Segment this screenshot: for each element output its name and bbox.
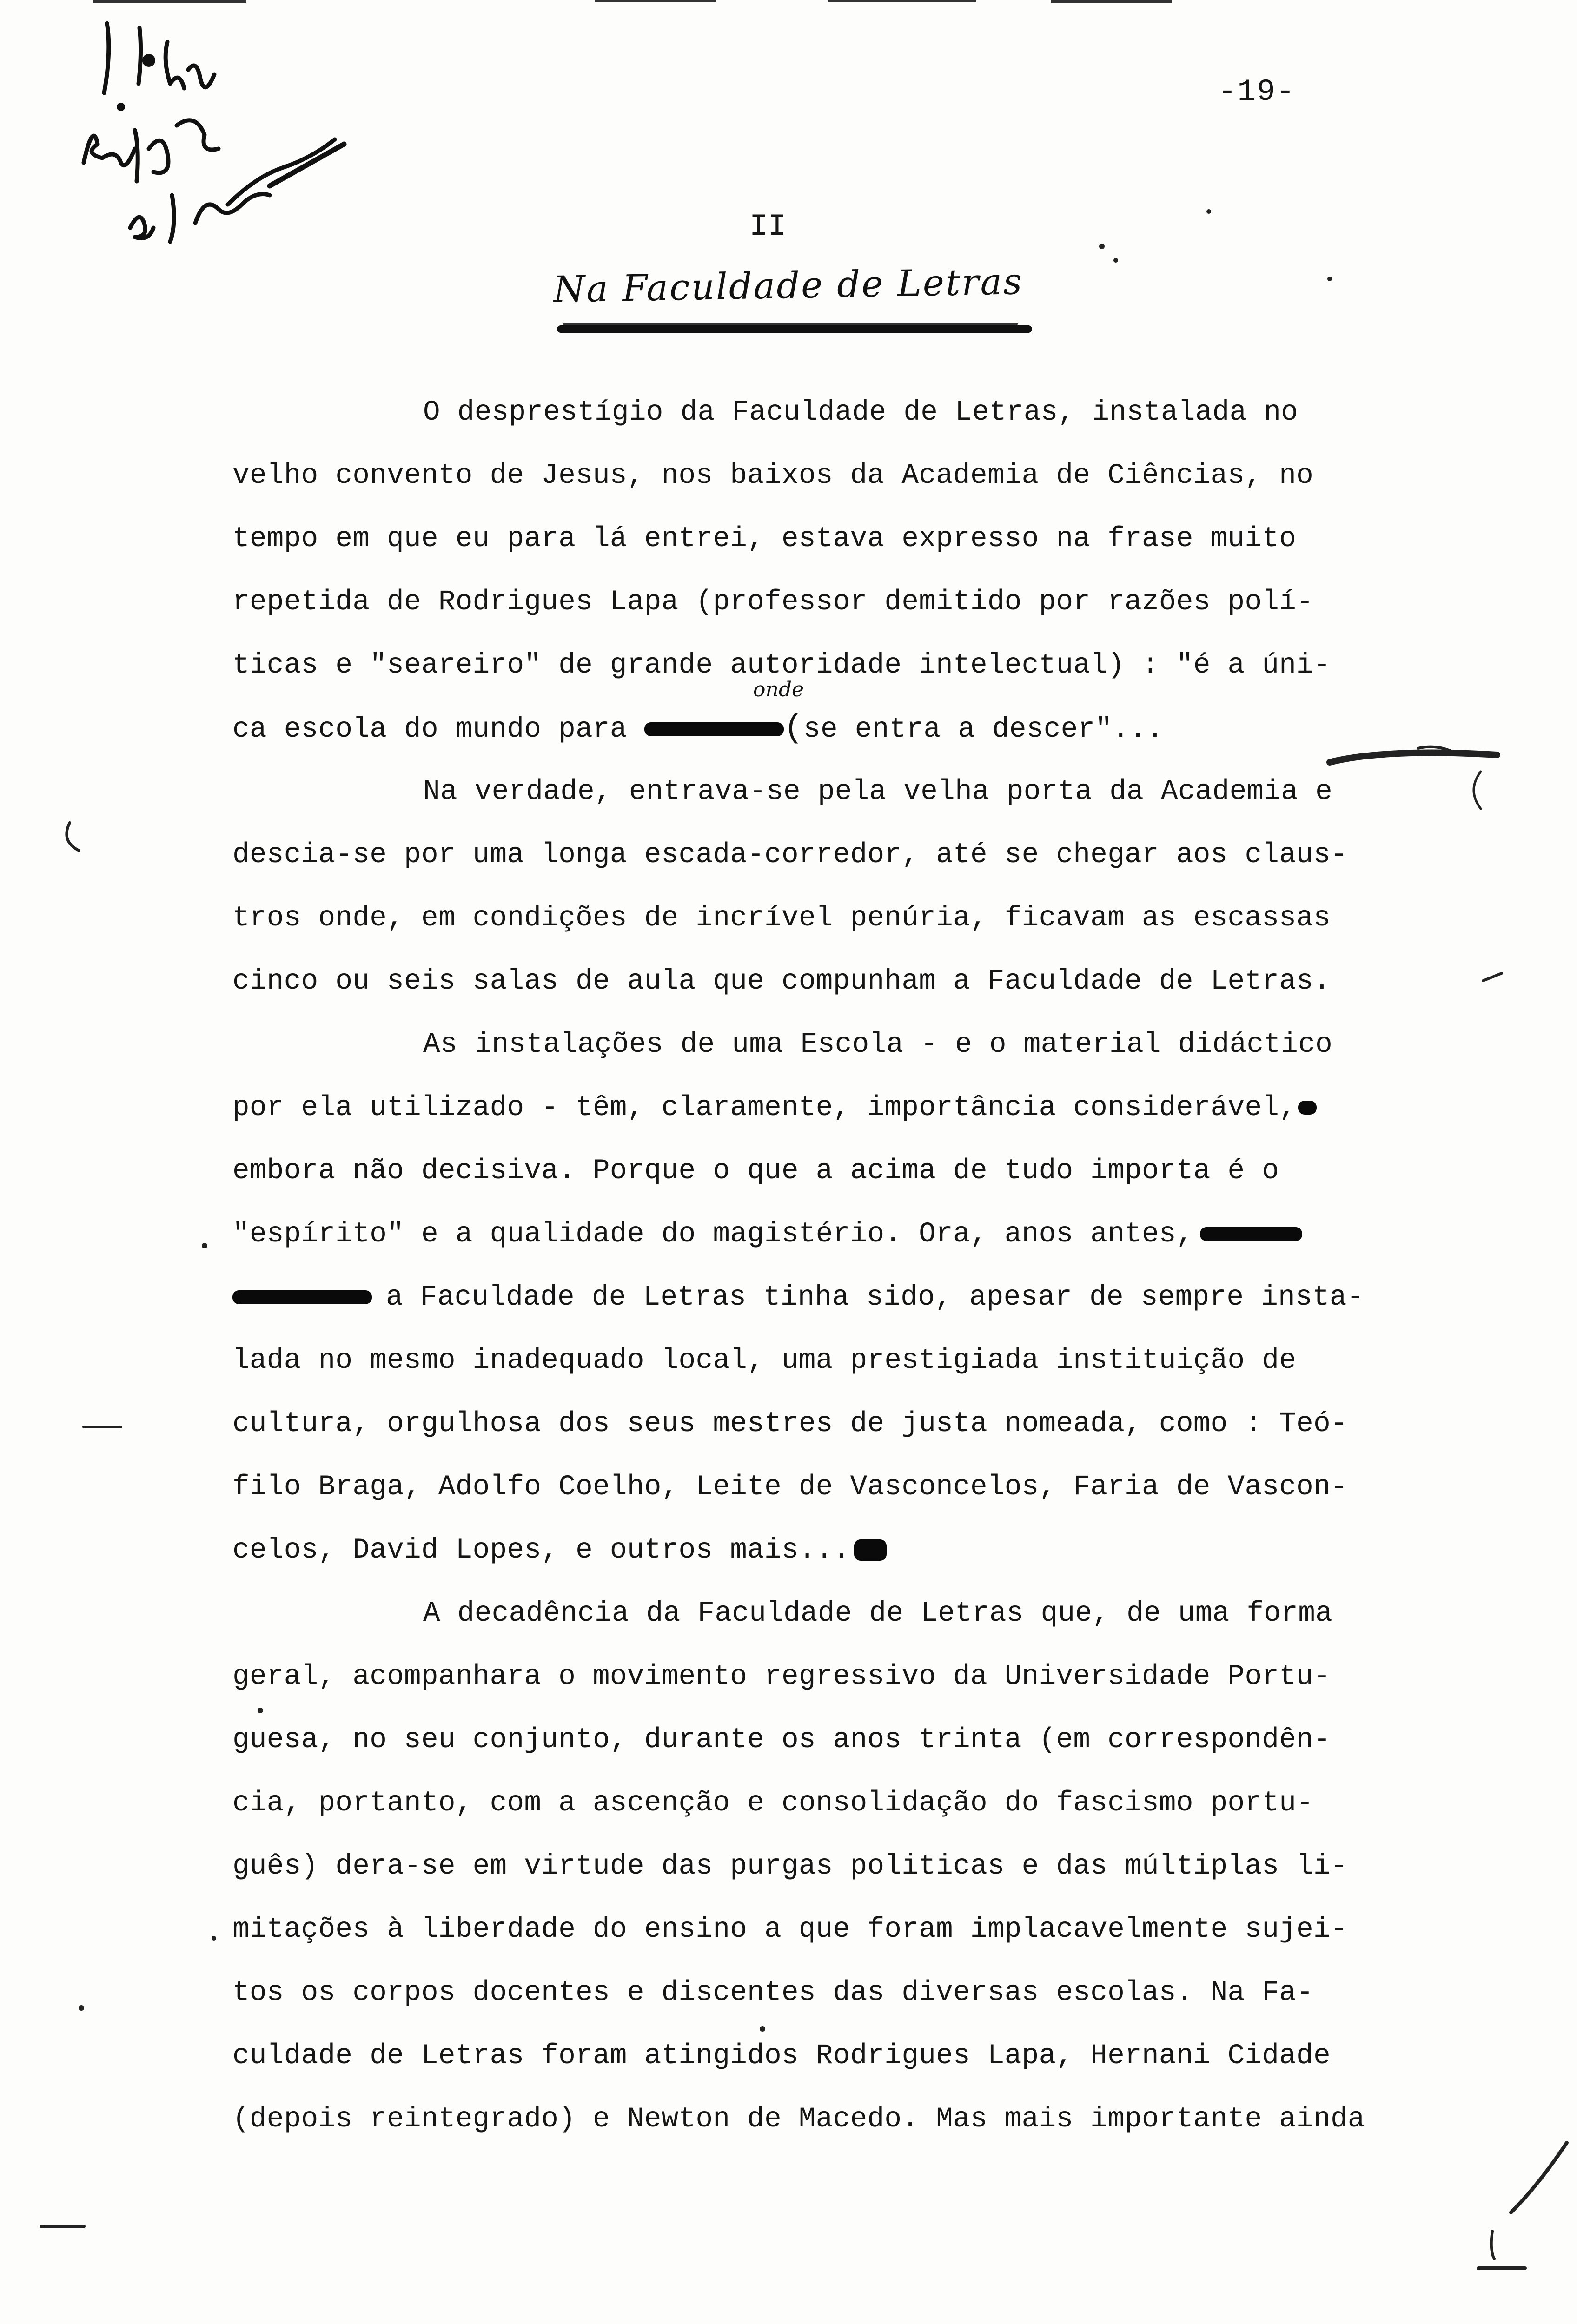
text-fragment: Na verdade, entrava-se pela velha porta da Academia e: [423, 776, 1333, 808]
text-line: culdade de Letras foram atingidos Rodrigues Lapa, Hernani Cidade: [232, 2040, 1331, 2072]
text-line: As instalações de uma Escola - e o material didáctico: [423, 1029, 1333, 1061]
text-line: [232, 1076, 1506, 1140]
text-line: [232, 1203, 1506, 1266]
redaction-mark: [1200, 1227, 1302, 1241]
text-line: ticas e "seareiro" de grande autoridade intelectual) : "é a úni-: [232, 649, 1331, 681]
text-line: O desprestígio da Faculdade de Letras, instalada no: [423, 396, 1299, 429]
title-underline-thick: [557, 325, 1032, 333]
text-fragment: se entra a descer"...: [803, 713, 1164, 746]
text-line: A decadência da Faculdade de Letras que, de uma forma: [423, 1598, 1333, 1630]
text-line: [232, 760, 1506, 824]
redaction-mark: [854, 1539, 887, 1561]
text-line: [232, 1519, 1506, 1582]
text-line: tros onde, em condições de incrível penúria, ficavam as escassas: [232, 902, 1331, 934]
text-fragment: "espírito" e a qualidade do magistério. Ora, anos antes,: [232, 1218, 1193, 1250]
chapter-title: Na Faculdade de Letras: [553, 261, 1024, 311]
title-underline: [563, 323, 1018, 325]
text-line: mitações à liberdade do ensino a que foram implacavelmente sujei-: [232, 1914, 1348, 1946]
text-fragment: por ela utilizado - têm, claramente, importância considerável,: [232, 1092, 1297, 1124]
text-line: tos os corpos docentes e discentes das diversas escolas. Na Fa-: [232, 1977, 1314, 2009]
redaction-mark: [644, 722, 784, 736]
body-text: [232, 381, 1506, 2151]
text-line: cia, portanto, com a ascenção e consolidação do fascismo portu-: [232, 1787, 1314, 1819]
text-line: filo Braga, Adolfo Coelho, Leite de Vasconcelos, Faria de Vascon-: [232, 1471, 1348, 1503]
insertion-caret: (: [783, 710, 804, 747]
text-line: descia-se por uma longa escada-corredor, até se chegar aos claus-: [232, 839, 1348, 871]
text-line: [232, 1266, 1506, 1329]
text-line: (depois reintegrado) e Newton de Macedo. Mas mais importante ainda: [232, 2103, 1365, 2135]
text-line: guesa, no seu conjunto, durante os anos trinta (em correspondên-: [232, 1724, 1331, 1756]
text-fragment: celos, David Lopes, e outros mais...: [232, 1534, 850, 1566]
text-line: cultura, orgulhosa dos seus mestres de justa nomeada, como : Teó-: [232, 1408, 1348, 1440]
text-line-with-correction: [232, 697, 1506, 760]
text-line: tempo em que eu para lá entrei, estava expresso na frase muito: [232, 523, 1297, 555]
handwritten-note-mark: [28, 9, 363, 251]
text-line: lada no mesmo inadequado local, uma prestigiada instituição de: [232, 1345, 1297, 1377]
chapter-numeral: II: [749, 209, 787, 244]
redaction-mark: [1298, 1101, 1317, 1115]
text-line: geral, acompanhara o movimento regressivo da Universidade Portu-: [232, 1661, 1331, 1693]
text-line: repetida de Rodrigues Lapa (professor demitido por razões polí-: [232, 586, 1314, 618]
text-line: velho convento de Jesus, nos baixos da Academia de Ciências, no: [232, 460, 1314, 492]
redaction-mark: [232, 1290, 372, 1304]
handwritten-insertion: onde: [753, 678, 804, 701]
page-number: -19-: [1218, 74, 1296, 109]
text-fragment: a Faculdade de Letras tinha sido, apesar de sempre insta-: [386, 1281, 1364, 1314]
text-line: guês) dera-se em virtude das purgas politicas e das múltiplas li-: [232, 1850, 1348, 1882]
text-line: cinco ou seis salas de aula que compunham a Faculdade de Letras.: [232, 965, 1331, 997]
text-fragment: ca escola do mundo para: [232, 713, 627, 746]
text-line: embora não decisiva. Porque o que a acima de tudo importa é o: [232, 1155, 1279, 1187]
